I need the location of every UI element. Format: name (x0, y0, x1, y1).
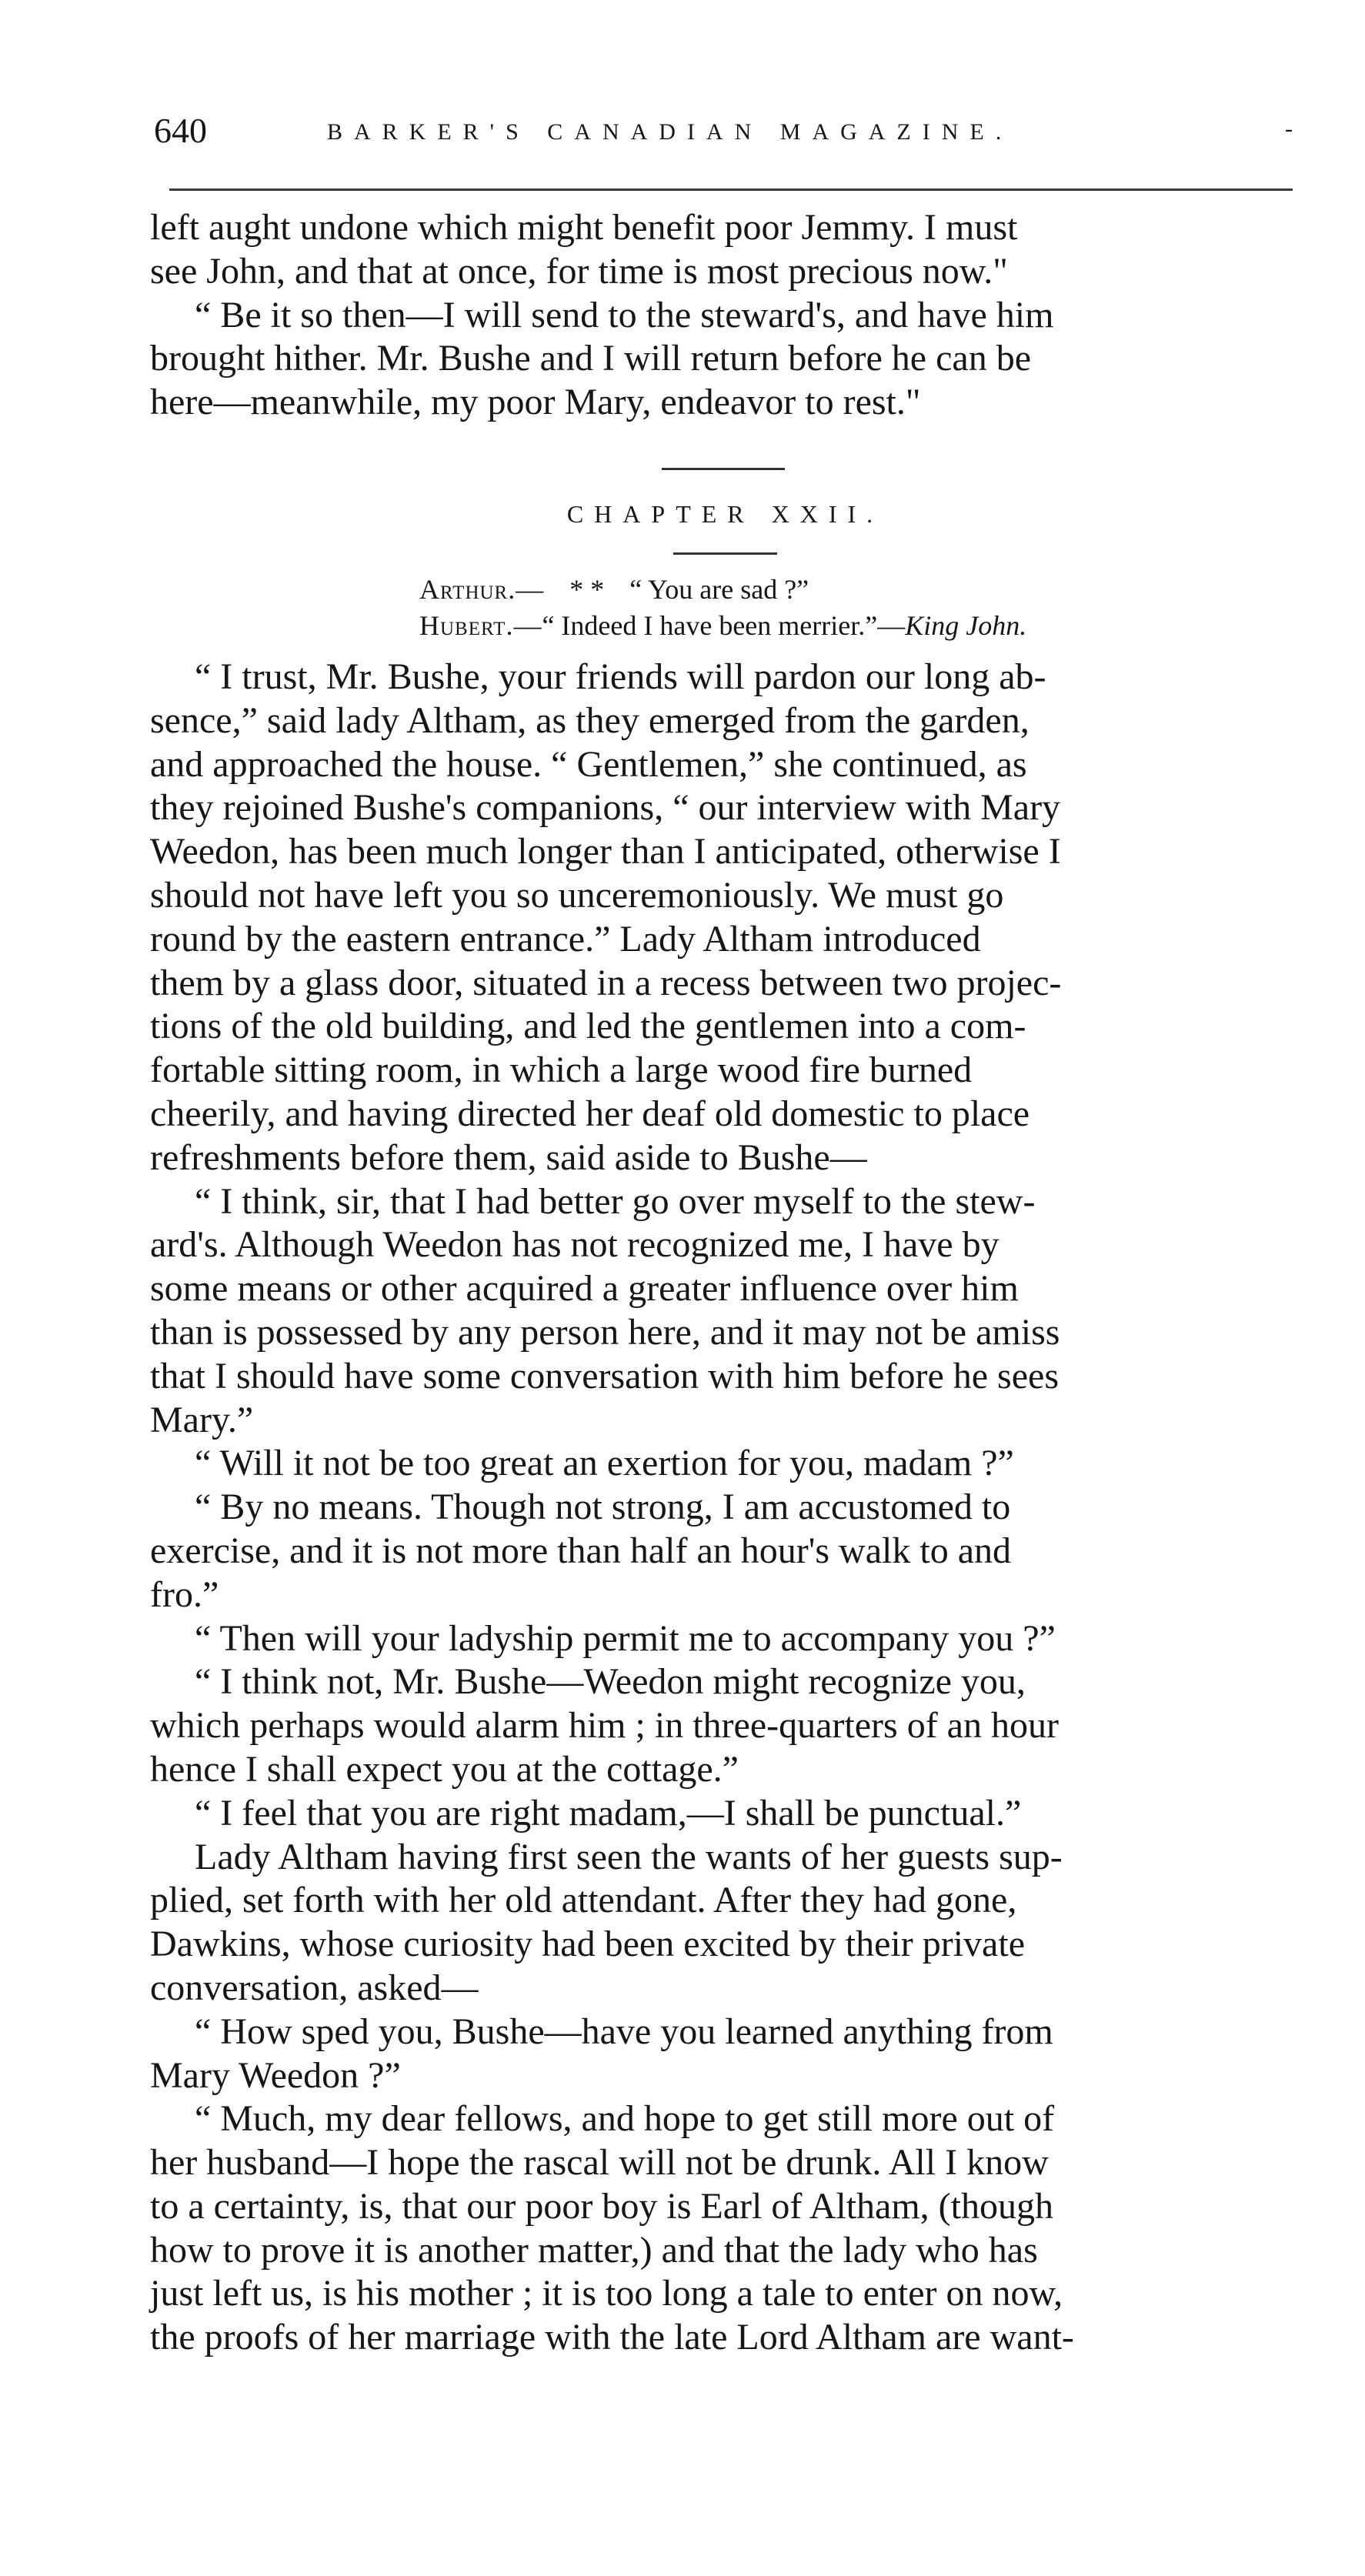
epigraph-text-1: “ You are sad ?” (629, 574, 809, 605)
text-line: “ By no means. Though not strong, I am accustomed to (195, 1487, 1011, 1528)
text-line: Dawkins, whose curiosity had been excited by their private (150, 1924, 1025, 1965)
text-line: ard's. Although Weedon has not recognized me, I have by (150, 1224, 1000, 1266)
text-line: sence,” said lady Altham, as they emerged from the garden, (150, 699, 1030, 741)
running-title: BARKER'S CANADIAN MAGAZINE. (327, 119, 1013, 145)
text-line: should not have left you so unceremoniously. We must go (150, 874, 1004, 916)
text-line: “ Will it not be too great an exertion for you, madam ?” (195, 1443, 1014, 1484)
chapter-title: CHAPTER XXII. (566, 500, 884, 528)
header-mark: - (1285, 116, 1293, 142)
text-line: that I should have some conversation with him before he sees (150, 1355, 1060, 1396)
text-line: to a certainty, is, that our poor boy is Earl of Altham, (though (150, 2185, 1053, 2227)
epigraph-speaker-1: Arthur.— (419, 574, 545, 605)
text-line: refreshments before them, said aside to Bushe— (150, 1136, 867, 1178)
text-line: Mary Weedon ?” (150, 2054, 401, 2096)
text-line: hence I shall expect you at the cottage.” (150, 1748, 739, 1790)
text-line: “ I trust, Mr. Bushe, your friends will pardon our long ab- (195, 656, 1046, 697)
text-line: they rejoined Bushe's companions, “ our interview with Mary (150, 787, 1061, 829)
epigraph-text-2: “ Indeed I have been merrier.”— (542, 610, 906, 641)
text-line: just left us, is his mother ; it is too long a tale to enter on now, (150, 2273, 1063, 2314)
text-line: “ Then will your ladyship permit me to accompany you ?” (195, 1617, 1056, 1659)
text-line: left aught undone which might benefit poor Jemmy. I must (150, 207, 1018, 248)
text-line: which perhaps would alarm him ; in three-quarters of an hour (150, 1705, 1059, 1747)
text-line: Mary.” (150, 1399, 254, 1440)
page-header (154, 108, 1293, 154)
text-line: the proofs of her marriage with the late Lord Altham are want- (150, 2317, 1074, 2358)
text-line: here—meanwhile, my poor Mary, endeavor to rest." (150, 382, 921, 423)
text-line: “ Much, my dear fellows, and hope to get still more out of (195, 2098, 1055, 2140)
text-line: tions of the old building, and led the gentlemen into a com- (150, 1006, 1026, 1047)
text-line: Lady Altham having first seen the wants of her guests sup- (195, 1836, 1063, 1877)
text-line: how to prove it is another matter,) and that the lady who has (150, 2229, 1038, 2271)
intro-paragraphs (150, 206, 1300, 425)
text-line: some means or other acquired a greater influence over him (150, 1268, 1019, 1310)
text-line: and approached the house. “ Gentlemen,” she continued, as (150, 743, 1027, 785)
text-line: conversation, asked— (150, 1967, 479, 2008)
chapter-rule-top (662, 468, 785, 470)
body-text (150, 656, 1300, 2360)
epigraph-stars: * * (569, 574, 605, 605)
text-line: fortable sitting room, in which a large wood fire burned (150, 1049, 973, 1091)
text-line: brought hither. Mr. Bushe and I will return before he can be (150, 338, 1032, 379)
header-rule (169, 189, 1293, 191)
text-line: them by a glass door, situated in a recess between two projec- (150, 962, 1062, 1003)
epigraph-source: King John. (905, 610, 1027, 641)
text-line: see John, and that at once, for time is most precious now." (150, 250, 1008, 292)
text-line: exercise, and it is not more than half an hour's walk to and (150, 1530, 1011, 1571)
text-line: plied, set forth with her old attendant. After they had gone, (150, 1880, 1017, 1921)
epigraph-line-2 (419, 609, 1026, 642)
text-line: cheerily, and having directed her deaf old domestic to place (150, 1093, 1030, 1134)
text-line: “ I think, sir, that I had better go over myself to the stew- (195, 1180, 1036, 1222)
text-line: “ I feel that you are right madam,—I shall be punctual.” (195, 1792, 1022, 1834)
text-line: “ I think not, Mr. Bushe—Weedon might recognize you, (195, 1661, 1026, 1703)
text-line: her husband—I hope the rascal will not be drunk. All I know (150, 2142, 1049, 2184)
text-line: “ Be it so then—I will send to the steward's, and have him (195, 294, 1054, 335)
text-line: than is possessed by any person here, and it may not be amiss (150, 1311, 1060, 1353)
text-line: round by the eastern entrance.” Lady Altham introduced (150, 918, 981, 959)
epigraph-speaker-2: Hubert.— (419, 610, 542, 641)
chapter-rule-bottom (673, 552, 777, 555)
text-line: Weedon, has been much longer than I anticipated, otherwise I (150, 831, 1061, 873)
text-line: fro.” (150, 1573, 219, 1615)
epigraph-line-1 (419, 573, 809, 606)
text-line: “ How sped you, Bushe—have you learned anything from (195, 2010, 1053, 2052)
page-number: 640 (154, 111, 207, 150)
